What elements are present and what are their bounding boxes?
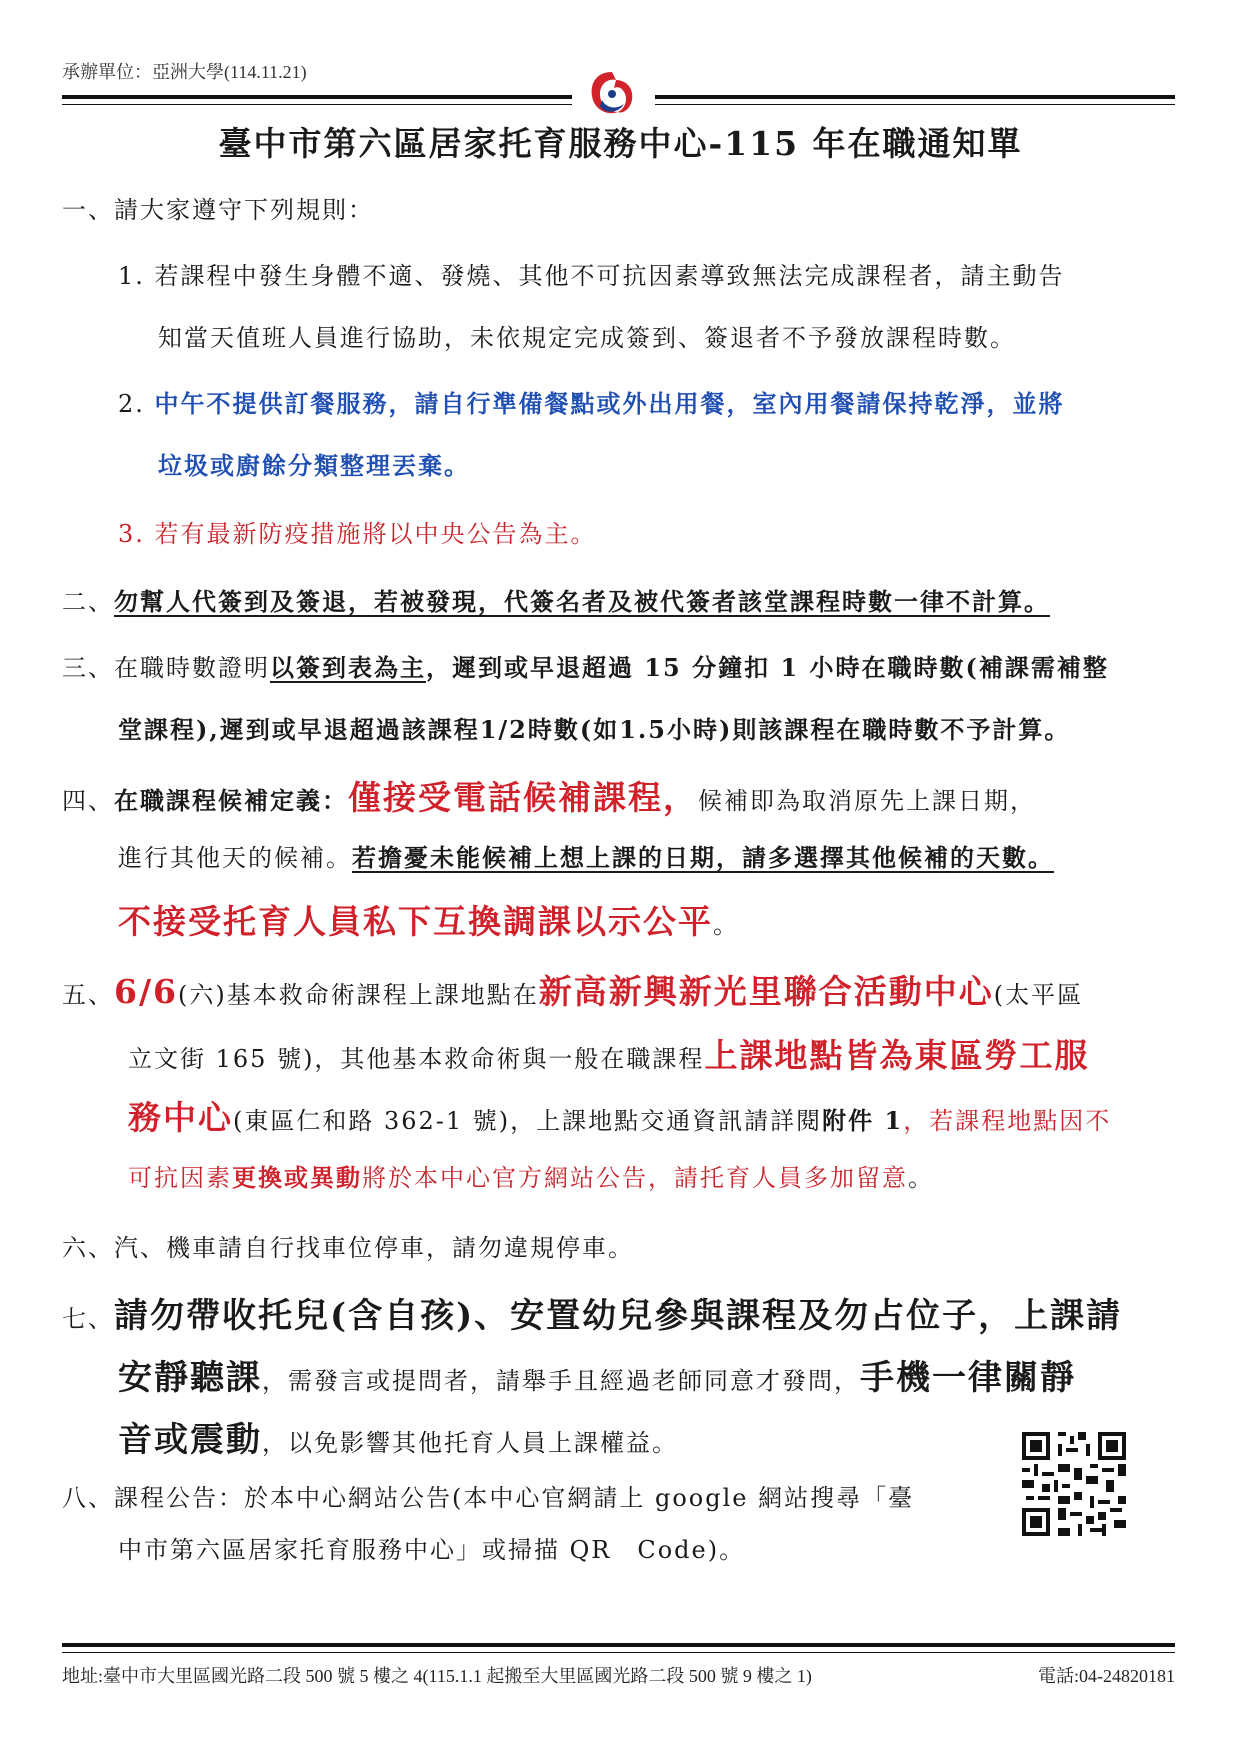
section-text: 汽、機車請自行找車位停車，請勿違規停車。 xyxy=(114,1234,634,1262)
section-3-line-1 xyxy=(62,648,1109,683)
section-text: 請大家遵守下列規則： xyxy=(114,196,374,224)
section-text: (東區仁和路 362-1 號)，上課地點交通資訊請詳閱 xyxy=(233,1107,823,1135)
footer-phone: 電話:04-24820181 xyxy=(1038,1666,1175,1686)
footer-rule xyxy=(62,1643,1175,1653)
date-text: 6/6 xyxy=(114,972,178,1011)
section-text: 候補即為取消原先上課日期， xyxy=(698,787,1036,815)
section-number: 一、 xyxy=(62,196,114,224)
section-text: (太平區 xyxy=(993,981,1084,1009)
rule-text: 若有最新防疫措施將以中央公告為主。 xyxy=(154,520,597,548)
section-8-line-2: 中市第六區居家托育服務中心」或掃描 QR Code)。 xyxy=(118,1536,746,1564)
section-text: ， xyxy=(903,1107,930,1135)
section-text: 在職時數證明 xyxy=(114,654,270,682)
section-2 xyxy=(62,582,1050,617)
section-number: 七、 xyxy=(62,1305,114,1333)
section-text: ，需發言或提問者，請舉手且經過老師同意才發問， xyxy=(262,1367,860,1395)
qr-code-icon[interactable] xyxy=(1018,1428,1130,1540)
section-3-line-2: 堂課程),遲到或早退超過該課程1/2時數(如1.5小時)則該課程在職時數不予計算。 xyxy=(118,715,1071,744)
emphasis-text: 僅接受電話候補課程， xyxy=(348,778,698,817)
location-text: 新高新興新光里聯合活動中心 xyxy=(538,972,994,1011)
location-text: 上課地點皆為東區勞工服 xyxy=(704,1036,1090,1075)
section-number: 五、 xyxy=(62,981,114,1009)
rule-text: 若課程中發生身體不適、發燒、其他不可抗因素導致無法完成課程者，請主動告 xyxy=(154,262,1065,290)
rule-1-line-2: 知當天值班人員進行協助，未依規定完成簽到、簽退者不予發放課程時數。 xyxy=(158,324,1016,352)
rule-3 xyxy=(118,514,597,549)
section-7-line-3 xyxy=(118,1412,678,1461)
header-rule-right xyxy=(655,95,1175,105)
section-7-line-2 xyxy=(118,1350,1076,1399)
rule-1-line-1 xyxy=(118,256,1065,291)
section-7-line-1 xyxy=(62,1288,1122,1337)
section-text: 可抗因素 xyxy=(128,1164,232,1192)
section-number: 四、 xyxy=(62,787,114,815)
section-text: (六)基本救命術課程上課地點在 xyxy=(177,981,539,1009)
location-text: 務中心 xyxy=(128,1098,233,1137)
section-text: 。 xyxy=(908,1164,934,1192)
section-text: 勿幫人代簽到及簽退，若被發現，代簽名者及被代簽者該堂課程時數一律不計算。 xyxy=(114,587,1050,616)
section-text: 進行其他天的候補。 xyxy=(118,844,352,872)
section-text: 若課程地點因不 xyxy=(929,1107,1112,1135)
section-text: 課程公告：於本中心網站公告(本中心官網請上 google 網站搜尋「臺 xyxy=(114,1484,915,1512)
rule-number: 2. xyxy=(118,390,145,418)
emphasis-text: 更換或異動 xyxy=(232,1163,362,1192)
section-text: ，遲到或早退超過 15 分鐘扣 1 小時在職時數(補課需補整 xyxy=(426,653,1109,682)
section-text: 。 xyxy=(713,911,739,939)
section-number: 三、 xyxy=(62,654,114,682)
emphasis-text: 請勿帶收托兒(含自孩)、安置幼兒參與課程及勿占位子，上課請 xyxy=(114,1296,1123,1336)
section-text: ，以免影響其他托育人員上課權益。 xyxy=(262,1429,678,1457)
section-4-line-2 xyxy=(118,838,1054,873)
section-8-line-1 xyxy=(62,1478,914,1513)
emphasis-text: 音或震動 xyxy=(118,1420,262,1460)
section-number: 二、 xyxy=(62,588,114,616)
rule-2-line-2: 垃圾或廚餘分類整理丟棄。 xyxy=(158,451,470,480)
attachment-text: 附件 1 xyxy=(822,1106,904,1135)
section-5-line-4 xyxy=(128,1158,934,1193)
section-1 xyxy=(62,190,374,225)
organizer-label: 承辦單位：亞洲大學(114.11.21) xyxy=(62,62,307,82)
section-text: 在職課程候補定義： xyxy=(114,786,348,815)
section-text: 立文街 165 號)，其他基本救命術與一般在職課程 xyxy=(128,1045,705,1073)
rule-number: 1. xyxy=(118,262,145,290)
section-number: 八、 xyxy=(62,1484,114,1512)
header-rule-left xyxy=(62,95,572,105)
rule-number: 3. xyxy=(118,520,145,548)
section-6 xyxy=(62,1228,634,1263)
emphasis-text: 不接受托育人員私下互換調課以示公平 xyxy=(118,902,713,941)
center-logo-icon xyxy=(582,66,642,121)
section-number: 六、 xyxy=(62,1234,114,1262)
section-4-line-3 xyxy=(118,896,739,943)
footer-address: 地址:臺中市大里區國光路二段 500 號 5 樓之 4(115.1.1 起搬至大里區國光路二段 500 號 9 樓之 1) xyxy=(62,1666,812,1686)
emphasis-text: 手機一律關靜 xyxy=(860,1358,1076,1398)
emphasis-text: 若擔憂未能候補上想上課的日期，請多選擇其他候補的天數。 xyxy=(352,843,1054,872)
section-5-line-3 xyxy=(128,1092,1111,1139)
section-4-line-1 xyxy=(62,772,1036,819)
page-title: 臺中市第六區居家托育服務中心-115 年在職通知單 xyxy=(218,124,1023,163)
emphasis-text: 安靜聽課 xyxy=(118,1358,262,1398)
section-text: 將於本中心官方網站公告，請托育人員多加留意 xyxy=(362,1164,908,1192)
section-5-line-2 xyxy=(128,1030,1089,1077)
rule-text: 中午不提供訂餐服務，請自行準備餐點或外出用餐，室內用餐請保持乾淨，並將 xyxy=(154,389,1065,418)
section-5-line-1 xyxy=(62,966,1083,1013)
rule-2-line-1 xyxy=(118,384,1065,419)
emphasis-text: 以簽到表為主 xyxy=(270,653,426,682)
